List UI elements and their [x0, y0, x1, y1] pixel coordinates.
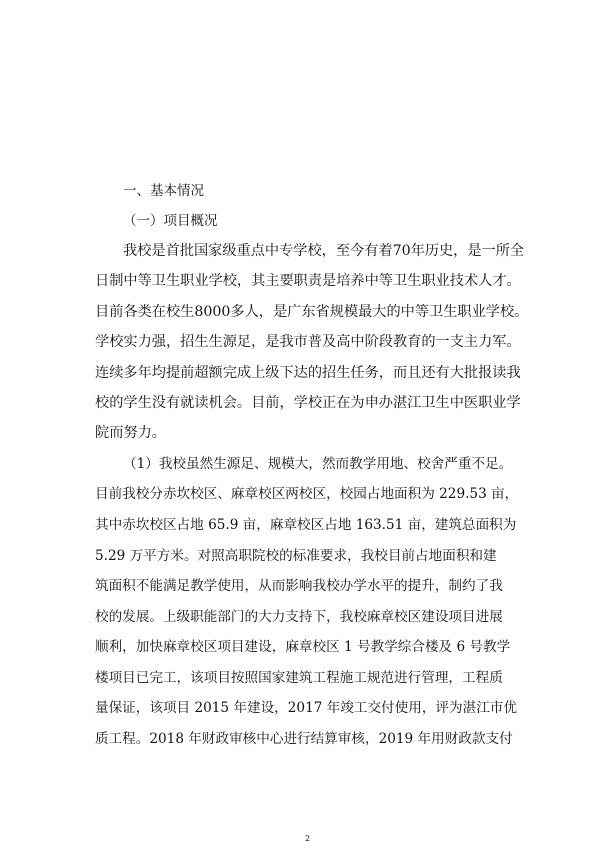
- paragraph-item-1: [95, 449, 527, 755]
- page-number: 2: [304, 834, 311, 843]
- section-heading: 一、基本情况: [123, 183, 204, 199]
- paragraph-line: （1）我校虽然生源足、规模大，然而教学用地、校舍严重不足。: [123, 455, 513, 472]
- paragraph-line: 校的学生没有就读机会。目前，学校正在为申办湛江卫生中医职业学: [95, 394, 521, 411]
- paragraph-line: 5.29 万平方米。对照高职院校的标准要求，我校目前占地面积和建: [95, 547, 497, 564]
- paragraph-line: 日制中等卫生职业学校，其主要职责是培养中等卫生职业技术人才。: [95, 273, 521, 290]
- paragraph-line: 筑面积不能满足教学使用，从而影响我校办学水平的提升，制约了我: [95, 578, 503, 595]
- paragraph-line: 学校实力强，招生生源足，是我市普及高中阶段教育的一支主力军。: [95, 334, 521, 351]
- paragraph-line: 我校是首批国家级重点中专学校，至今有着70年历史，是一所全: [123, 243, 525, 259]
- paragraph-line: 量保证，该项目 2015 年建设，2017 年竣工交付使用，评为湛江市优: [95, 700, 517, 717]
- paragraph-line: 楼项目已完工，该项目按照国家建筑工程施工规范进行管理，工程质: [95, 669, 503, 686]
- paragraph-line: 目前我校分赤坎校区、麻章校区两校区，校园占地面积为 229.53 亩，: [95, 486, 519, 503]
- paragraph-line: 质工程。2018 年财政审核中心进行结算审核，2019 年用财政款支付: [95, 731, 513, 748]
- paragraph-line: 其中赤坎校区占地 65.9 亩，麻章校区占地 163.51 亩，建筑总面积为: [95, 516, 517, 533]
- subsection-heading: （一）项目概况: [123, 213, 218, 229]
- paragraph-line: 校的发展。上级职能部门的大力支持下，我校麻章校区建设项目进展: [95, 608, 503, 625]
- paragraph-line: 连续多年均提前超额完成上级下达的招生任务，而且还有大批报读我: [95, 364, 521, 381]
- page-body: [95, 176, 527, 755]
- paragraph-line: 目前各类在校生8000多人，是广东省规模最大的中等卫生职业学校。: [95, 303, 529, 320]
- paragraph-line: 顺利，加快麻章校区项目建设，麻章校区 1 号教学综合楼及 6 号教学: [95, 639, 511, 656]
- paragraph-line: 院而努力。: [95, 425, 166, 442]
- paragraph-project-overview: [95, 236, 527, 449]
